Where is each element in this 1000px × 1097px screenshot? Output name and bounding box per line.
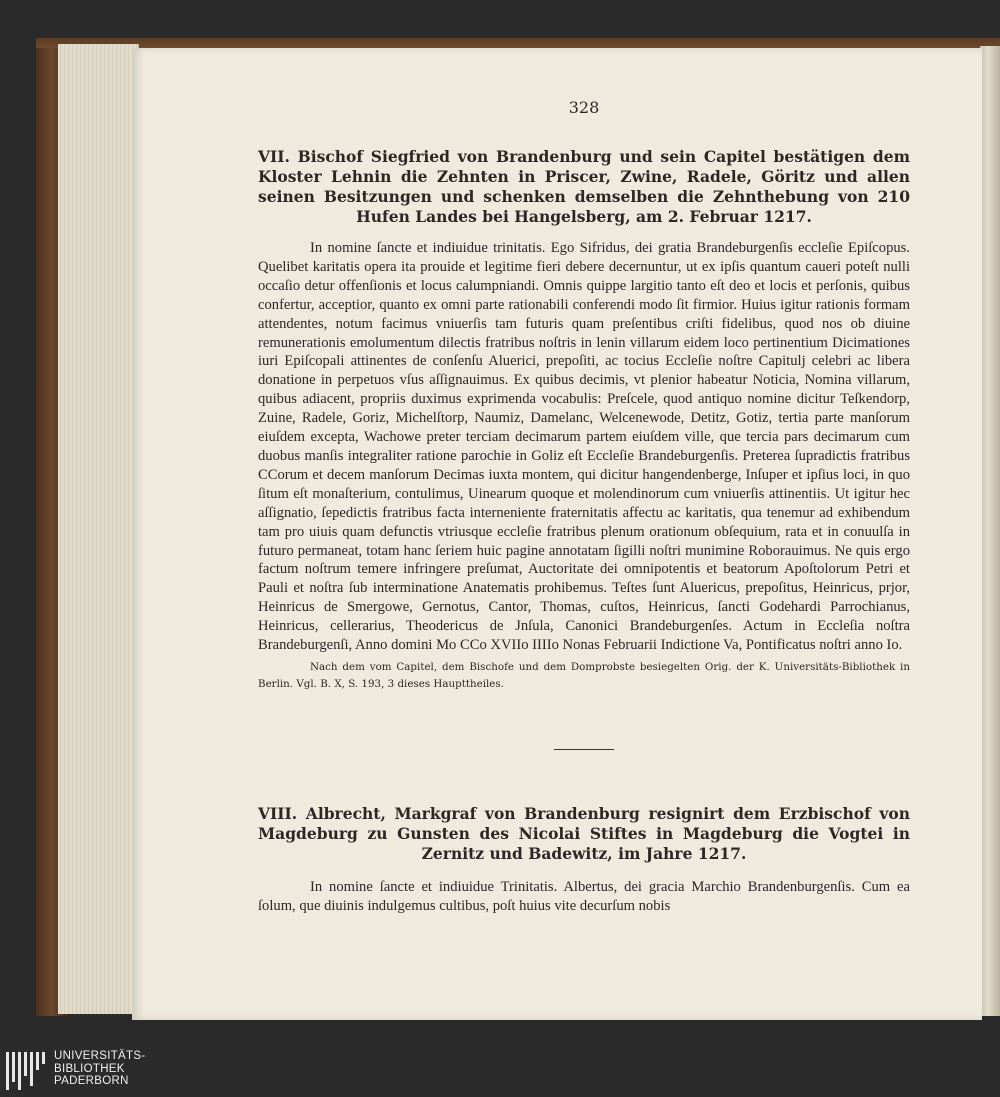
library-logo-icon — [6, 1052, 46, 1090]
document-heading-viii: VIII. Albrecht, Markgraf von Brandenburg resignirt dem Erzbischof von Magdeburg zu Gunsten des Nicolai Stiftes in Magdeburg die Vogtei in Zernitz und Badewitz, im Jahre 1217. — [258, 803, 910, 863]
logo-line-1: UNIVERSITÄTS- — [54, 1050, 146, 1062]
library-logo-text — [54, 1050, 145, 1088]
right-page-edge — [980, 46, 1000, 1016]
page-content — [258, 98, 910, 916]
section-divider — [554, 749, 614, 750]
source-note-vii: Nach dem vom Capitel, dem Bischofe und dem Domprobste besiegelten Orig. der K. Universitäts-Bibliothek in Berlin. Vgl. B. X, S. 193, 3 dieses Haupttheiles. — [258, 660, 910, 690]
logo-line-3: PADERBORN — [54, 1075, 129, 1087]
page-number: 328 — [568, 98, 600, 117]
logo-line-2: BIBLIOTHEK — [54, 1062, 125, 1075]
footer-bar — [0, 1046, 1000, 1097]
document-heading-vii: VII. Bischof Siegfried von Brandenburg und sein Capitel bestätigen dem Kloster Lehnin die Zehnten in Priscer, Zwine, Radele, Göritz und allen seinen Besitzungen und schenken demselben die Zehnthebung von 210 Hufen Landes bei Hangelsberg, am 2. Februar 1217. — [258, 147, 910, 226]
document-text-viii: In nomine ſancte et indiuidue Trinitatis. Albertus, dei gracia Marchio Brandenburgenſis. Cum ea ſolum, que diuinis indulgemus cultibus, poſt huius vite decurſum nobis — [258, 878, 910, 914]
page-edges — [58, 44, 139, 1014]
book-cover-top — [36, 38, 1000, 48]
document-text-vii: In nomine ſancte et indiuidue trinitatis. Ego Sifridus, dei gratia Brandeburgenſis eccleſie Epiſcopus. Quelibet karitatis opera ita prouide et legitime fieri debere decernuntur, ut ex ipſis quantum caueri poteſt nulli occaſio detur offenſionis et locus calumpniandi. Omnis quippe largitio tanto eſt deo et locis et perſonis, quibus confertur, acceptior, quanto ex omni parte rationabili conferendi modo ſit firmior. Huius igitur rationis formam attendentes, notum facimus vniuerſis tam futuris quam preſentibus criſti fidelibus, quod nos ob diuine remunerationis emolumentum dilectis fratribus noſtris in lenin villarum eidem loco pertinentium Dicimationes iuri Epiſcopali attinentes de conſenſu Aluerici, prepoſiti, ac tocius Eccleſie noſtre Capitulj celebri ac libera donatione in perpetuos vſus aſſignauimus. Ex quibus decimis, vt plenior habeatur Noticia, Nomina villarum, quibus adiacent, propriis duximus exprimenda vocabulis: Preſcele, quod antiquo nomine dicitur Teſkendorp, Zuine, Radele, Goriz, Michelſtorp, Naumiz, Damelanc, Welcenewode, Detitz, Gotiz, tertia parte manſorum eiuſdem excepta, Wachowe preter terciam decimarum partem eiuſdem ville, que tercia pars decimarum cum duobus manſis integraliter ratione parochie in Goliz eſt Eccleſie Brandeburgenſis. Preterea ſupradictis fratribus CCorum et decem manſorum Decimas iuxta montem, qui dicitur hangendenberge, Inſuper et ipſius loci, in quo ſitum eſt monaſterium, contulimus, Uinearum quoque et molendinorum cum vniuerſis attinentiis. Ut igitur hec aſſignatio, ſepedictis fratribus facta interneniente fraternitatis affectu ac karitatis, qua tenemur ad exhibendum tam pro uiuis quam defunctis vtriusque eccleſie fratribus plenum orationum obſequium, rata et in conuulſa in futuro permaneat, totam hanc ſeriem huic pagine annotatam ſigilli noſtri munimine Roborauimus. Ne quis ergo factum noſtrum temere infringere preſumat, Auctoritate dei omnipotentis et beatorum Apoſtolorum Petri et Pauli et noſtra ſub interminatione Anatematis prohibemus. Teſtes ſunt Aluericus, prepoſitus, Heinricus, prjor, Heinricus de Smergowe, Gernotus, Cantor, Thomas, cuſtos, Heinricus, ſancti Godehardi Parrochianus, Heinricus, cellerarius, Theodericus de Jnſula, Canonici Brandeburgenſes. Actum in Eccleſia noſtra Brandeburgenſi, Anno domini Mo CCo XVIIo IIIIo Nonas Februarii Indictione Va, Pontificatus noſtri anno Io. — [258, 240, 910, 654]
